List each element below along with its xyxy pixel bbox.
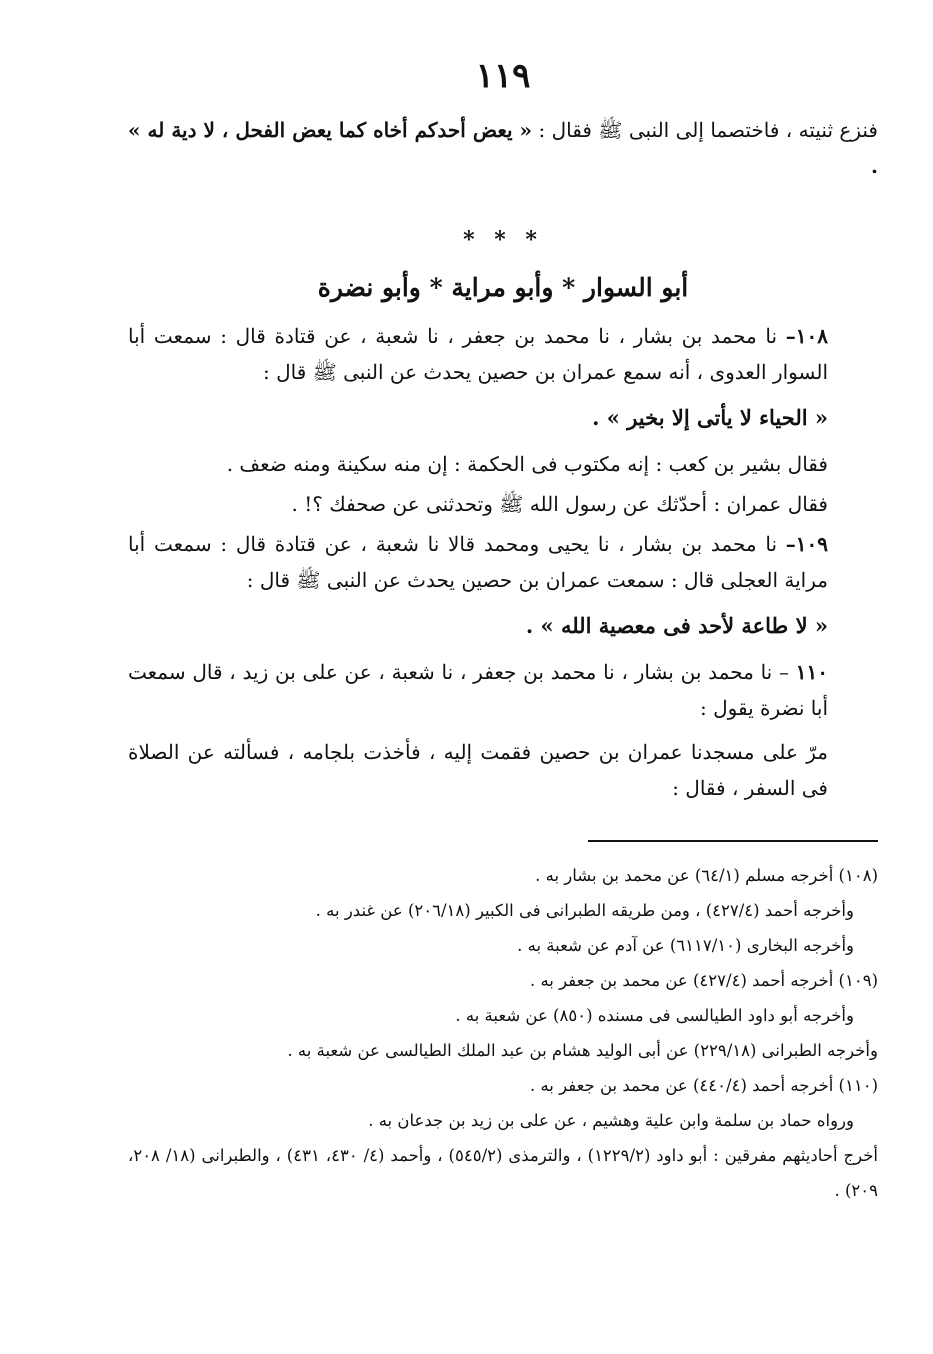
footnote-line: وأخرجه أحمد (٤٢٧/٤) ، ومن طريقه الطبرانى فى الكبير (٢٠٦/١٨) عن غندر به . [315, 901, 854, 920]
intro-paragraph [128, 112, 878, 184]
hadith-number-108: ١٠٨– [785, 324, 828, 348]
book-page [128, 56, 878, 1208]
hadith-110-text: – نا محمد بن بشار ، نا محمد بن جعفر ، نا شعبة ، عن على بن زيد ، قال سمعت أبا نضرة يقول : [128, 660, 828, 720]
hadith-number-109: ١٠٩– [785, 532, 828, 556]
hadith-109-text: نا محمد بن بشار ، نا يحيى ومحمد قالا نا شعبة ، عن قتادة قال : سمعت أبا مراية العجلى قال : سمعت عمران بن حصين يحدث عن النبى ﷺ قال : [128, 532, 828, 592]
footnote-divider [588, 840, 878, 842]
footnote-line: ورواه حماد بن سلمة وابن علية وهشيم ، عن على بن زيد بن جدعان به . [368, 1111, 854, 1130]
section-separator: * * * [463, 227, 543, 253]
intro-text: فنزع ثنيته ، فاختصما إلى النبى ﷺ فقال : [532, 118, 878, 142]
section-heading: أبو السوار * وأبو مراية * وأبو نضرة [317, 273, 689, 302]
footnote-line: وأخرجه الطبرانى (٢٢٩/١٨) عن أبى الوليد هشام بن عبد الملك الطيالسى عن شعبة به . [287, 1041, 878, 1060]
hadith-108-quote: « الحياء لا يأتى إلا بخير » . [592, 405, 828, 430]
page-number: ١١٩ [475, 56, 531, 96]
footnote-line: (١١٠) أخرجه أحمد (٤٤٠/٤) عن محمد بن جعفر به . [529, 1076, 878, 1095]
hadith-110 [128, 654, 878, 726]
footnote-line: أخرج أحاديثهم مفرقين : أبو داود (١٢٢٩/٢) ، والترمذى (٥٤٥/٢) ، وأحمد (٤/ ٤٣٠، ٤٣١) ، والطبرانى (١٨/ ٢٠٨، ٢٠٩) . [128, 1146, 878, 1200]
footnote-line: (١٠٨) أخرجه مسلم (٦٤/١) عن محمد بن بشار به . [535, 866, 878, 885]
hadith-108-line3: فقال عمران : أحدّثك عن رسول الله ﷺ وتحدثنى عن صحفك ؟! . [291, 492, 828, 516]
footnote-line: (١٠٩) أخرجه أحمد (٤٢٧/٤) عن محمد بن جعفر به . [529, 971, 878, 990]
hadith-108-line2: فقال بشير بن كعب : إنه مكتوب فى الحكمة : إن منه سكينة ومنه ضعف . [226, 452, 828, 476]
hadith-110-line2: مرّ على مسجدنا عمران بن حصين فقمت إليه ، فأخذت بلجامه ، فسألته عن الصلاة فى السفر ، فقال : [128, 740, 828, 800]
hadith-109-quote: « لا طاعة لأحد فى معصية الله » . [525, 613, 828, 638]
footnote-line: وأخرجه أبو داود الطيالسى فى مسنده (٨٥٠) عن شعبة به . [455, 1006, 854, 1025]
hadith-108 [128, 318, 878, 390]
hadith-number-110: ١١٠ [795, 660, 828, 684]
hadith-109 [128, 526, 878, 598]
intro-quote: « يعض أحدكم أخاه كما يعض الفحل ، لا دية له » . [128, 118, 878, 178]
footnotes [128, 858, 878, 1208]
hadith-108-text: نا محمد بن بشار ، نا محمد بن جعفر ، نا شعبة ، عن قتادة قال : سمعت أبا السوار العدوى ، أنه سمع عمران بن حصين يحدث عن النبى ﷺ قال : [128, 324, 828, 384]
footnote-line: وأخرجه البخارى (٦١١٧/١٠) عن آدم عن شعبة به . [517, 936, 854, 955]
